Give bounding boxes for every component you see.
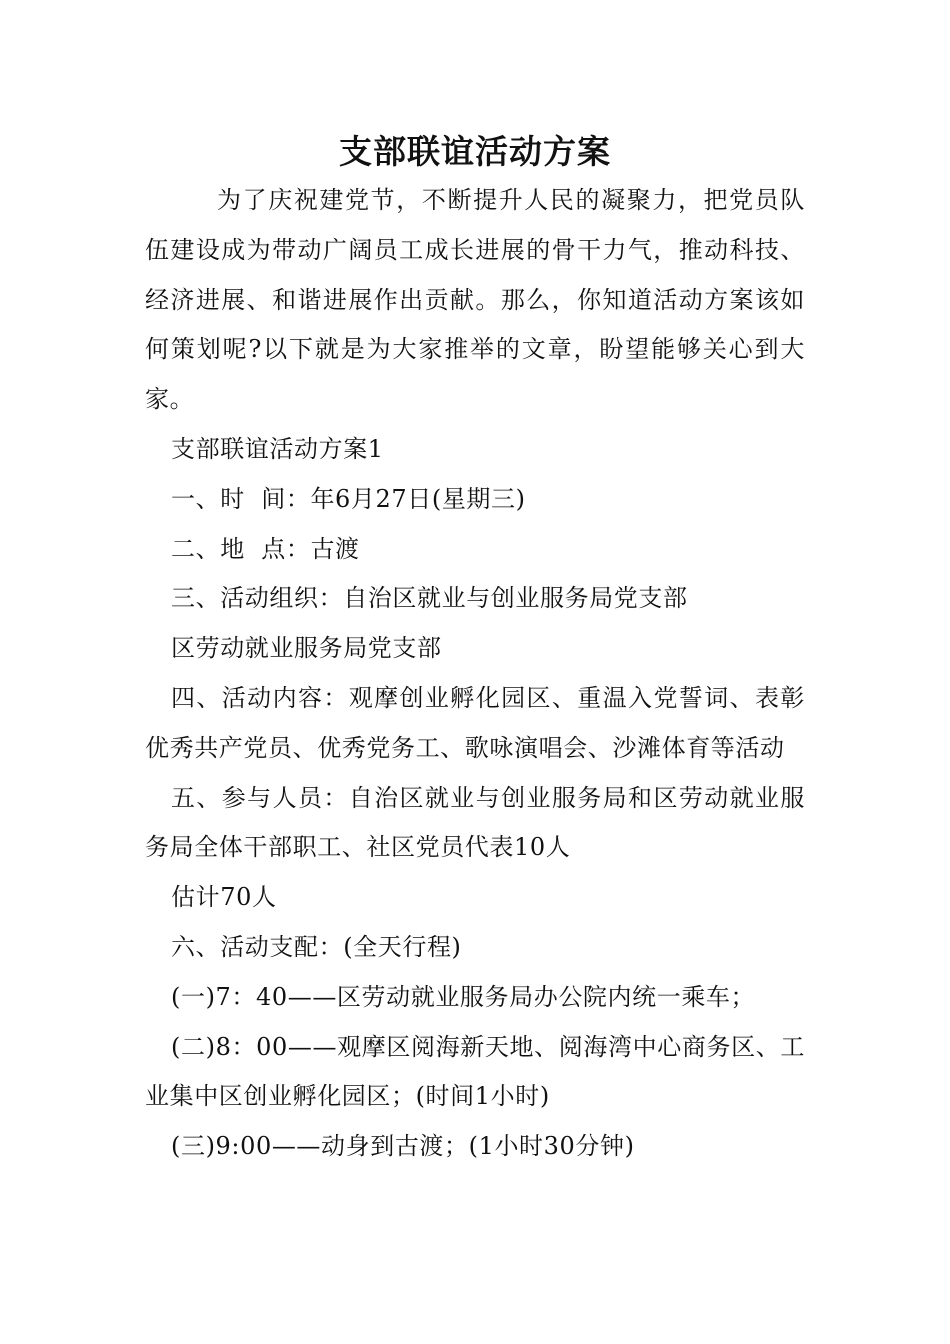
document-title: 支部联谊活动方案	[339, 132, 611, 171]
item-organizer-2: 区劳动就业服务局党支部	[171, 634, 442, 663]
document-body	[145, 176, 805, 1172]
item-location: 二、地 点：古渡	[171, 534, 360, 563]
item-organizer: 三、活动组织：自治区就业与创业服务局党支部	[171, 584, 688, 613]
schedule-step-1: (一)7：40——区劳动就业服务局办公院内统一乘车；	[171, 982, 756, 1011]
schedule-step-2: (二)8：00——观摩区阅海新天地、阅海湾中心商务区、工业集中区创业孵化园区；(时间1小时)	[145, 1032, 805, 1111]
item-estimate: 估计70人	[171, 883, 277, 912]
item-time: 一、时 间：年6月27日(星期三)	[171, 484, 526, 513]
item-participants: 五、参与人员：自治区就业与创业服务局和区劳动就业服务局全体干部职工、社区党员代表10人	[145, 783, 805, 862]
item-content: 四、活动内容：观摩创业孵化园区、重温入党誓词、表彰优秀共产党员、优秀党务工、歌咏演唱会、沙滩体育等活动	[145, 683, 805, 762]
item-schedule: 六、活动支配：(全天行程)	[171, 932, 462, 961]
section-heading: 支部联谊活动方案1	[171, 434, 384, 463]
schedule-step-3: (三)9:00——动身到古渡；(1小时30分钟)	[171, 1132, 635, 1161]
intro-paragraph: 为了庆祝建党节，不断提升人民的凝聚力，把党员队伍建设成为带动广阔员工成长进展的骨干力气，推动科技、经济进展、和谐进展作出贡献。那么，你知道活动方案该如何策划呢?以下就是为大家推举的文章，盼望能够关心到大家。	[145, 186, 805, 414]
